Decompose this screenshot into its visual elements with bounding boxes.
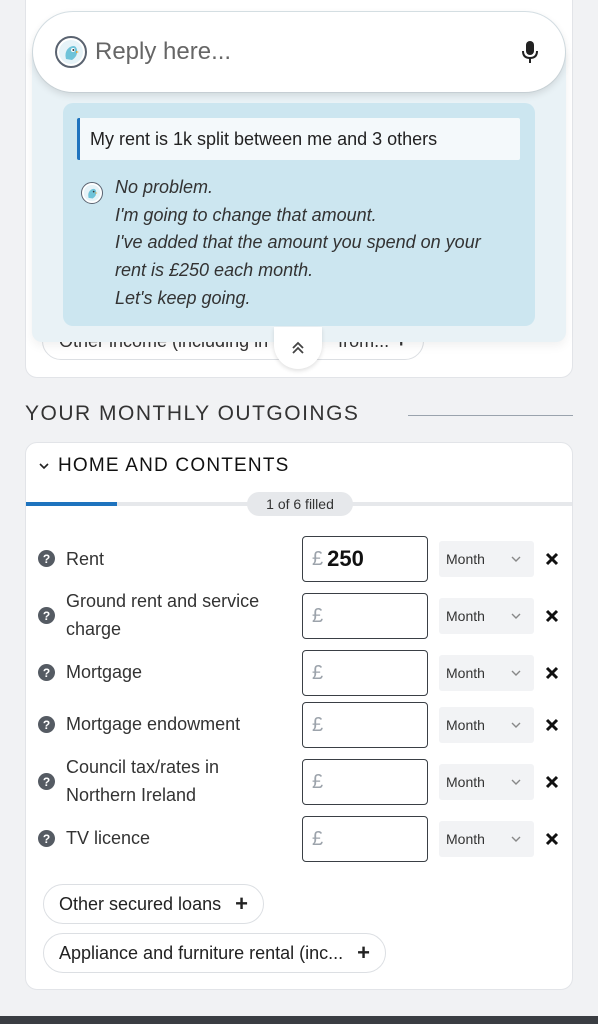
chevron-down-icon bbox=[510, 665, 522, 679]
bot-line: No problem. bbox=[115, 177, 214, 197]
chevron-down-icon bbox=[510, 831, 522, 845]
remove-icon[interactable] bbox=[544, 665, 560, 681]
remove-icon[interactable] bbox=[544, 551, 560, 567]
bot-line: rent is £250 each month. bbox=[115, 260, 314, 281]
bot-message bbox=[81, 174, 481, 313]
row-label: Council tax/rates in Northern Ireland bbox=[66, 757, 220, 805]
heading-divider bbox=[408, 415, 573, 416]
period-select[interactable] bbox=[439, 655, 534, 691]
bot-line: Let's keep going. bbox=[115, 287, 251, 308]
amount-value: 250 bbox=[327, 546, 364, 571]
period-value: Month bbox=[446, 665, 485, 681]
amount-input[interactable] bbox=[302, 536, 428, 582]
row-label: Mortgage bbox=[66, 662, 143, 682]
chevron-down-icon bbox=[510, 608, 522, 622]
bot-line: I've added that the amount you spend on your bbox=[115, 232, 481, 253]
amount-input[interactable] bbox=[302, 759, 428, 805]
period-value: Month bbox=[446, 831, 485, 847]
remove-icon[interactable] bbox=[544, 717, 560, 733]
amount-input[interactable] bbox=[302, 816, 428, 862]
period-select[interactable] bbox=[439, 821, 534, 857]
add-item-label: Appliance and furniture rental (inc... bbox=[59, 942, 344, 963]
period-value: Month bbox=[446, 774, 485, 790]
outgoing-row-council-tax bbox=[26, 759, 572, 815]
progress-badge: 1 of 6 filled bbox=[247, 492, 353, 516]
add-appliance-rental-button[interactable] bbox=[43, 933, 386, 973]
row-label: Ground rent and service charge bbox=[66, 591, 260, 639]
remove-icon[interactable] bbox=[544, 608, 560, 624]
period-select[interactable] bbox=[439, 541, 534, 577]
card-title: HOME AND CONTENTS bbox=[58, 455, 290, 476]
outgoing-row-mortgage bbox=[26, 650, 572, 696]
home-and-contents-card bbox=[25, 442, 573, 990]
pound-symbol: £ bbox=[312, 827, 324, 850]
row-label: TV licence bbox=[66, 828, 151, 848]
outgoing-row-tv-licence bbox=[26, 816, 572, 862]
bot-message-text bbox=[115, 174, 481, 313]
section-title: YOUR MONTHLY OUTGOINGS bbox=[25, 402, 360, 425]
chevron-down-icon bbox=[510, 717, 522, 731]
help-icon[interactable]: ? bbox=[38, 716, 55, 733]
bot-avatar-icon bbox=[81, 182, 103, 204]
outgoing-row-rent bbox=[26, 536, 572, 582]
period-select[interactable] bbox=[439, 598, 534, 634]
help-icon[interactable]: ? bbox=[38, 550, 55, 567]
chevron-down-icon bbox=[510, 551, 522, 565]
pound-symbol: £ bbox=[312, 661, 324, 684]
card-header[interactable] bbox=[38, 455, 290, 477]
outgoing-row-ground-rent bbox=[26, 593, 572, 649]
help-icon[interactable]: ? bbox=[38, 773, 55, 790]
double-chevron-up-icon bbox=[290, 340, 306, 356]
reply-input[interactable] bbox=[95, 38, 519, 66]
user-message: My rent is 1k split between me and 3 others bbox=[77, 118, 520, 160]
pound-symbol: £ bbox=[312, 547, 324, 570]
remove-icon[interactable] bbox=[544, 831, 560, 847]
bottom-bar bbox=[0, 1016, 598, 1024]
bird-avatar-icon bbox=[55, 36, 87, 68]
amount-input[interactable] bbox=[302, 650, 428, 696]
microphone-icon[interactable] bbox=[519, 39, 541, 65]
add-other-secured-loans-button[interactable] bbox=[43, 884, 264, 924]
period-value: Month bbox=[446, 608, 485, 624]
pound-symbol: £ bbox=[312, 770, 324, 793]
chat-message-box bbox=[63, 103, 535, 326]
outgoing-row-mortgage-endowment bbox=[26, 702, 572, 748]
chevron-down-icon bbox=[38, 460, 50, 472]
amount-input[interactable] bbox=[302, 593, 428, 639]
remove-icon[interactable] bbox=[544, 774, 560, 790]
reply-bar[interactable] bbox=[33, 12, 565, 92]
pound-symbol: £ bbox=[312, 604, 324, 627]
bot-line: I'm going to change that amount. bbox=[115, 204, 377, 225]
help-icon[interactable]: ? bbox=[38, 664, 55, 681]
help-icon[interactable]: ? bbox=[38, 607, 55, 624]
period-select[interactable] bbox=[439, 707, 534, 743]
help-icon[interactable]: ? bbox=[38, 830, 55, 847]
period-value: Month bbox=[446, 551, 485, 567]
period-select[interactable] bbox=[439, 764, 534, 800]
progress-fill bbox=[26, 502, 117, 506]
chevron-down-icon bbox=[510, 774, 522, 788]
pound-symbol: £ bbox=[312, 713, 324, 736]
period-value: Month bbox=[446, 717, 485, 733]
plus-icon: + bbox=[235, 891, 248, 916]
row-label: Rent bbox=[66, 549, 105, 569]
row-label: Mortgage endowment bbox=[66, 714, 241, 734]
add-item-label: Other secured loans bbox=[59, 893, 222, 914]
amount-input[interactable] bbox=[302, 702, 428, 748]
plus-icon: + bbox=[357, 940, 371, 965]
